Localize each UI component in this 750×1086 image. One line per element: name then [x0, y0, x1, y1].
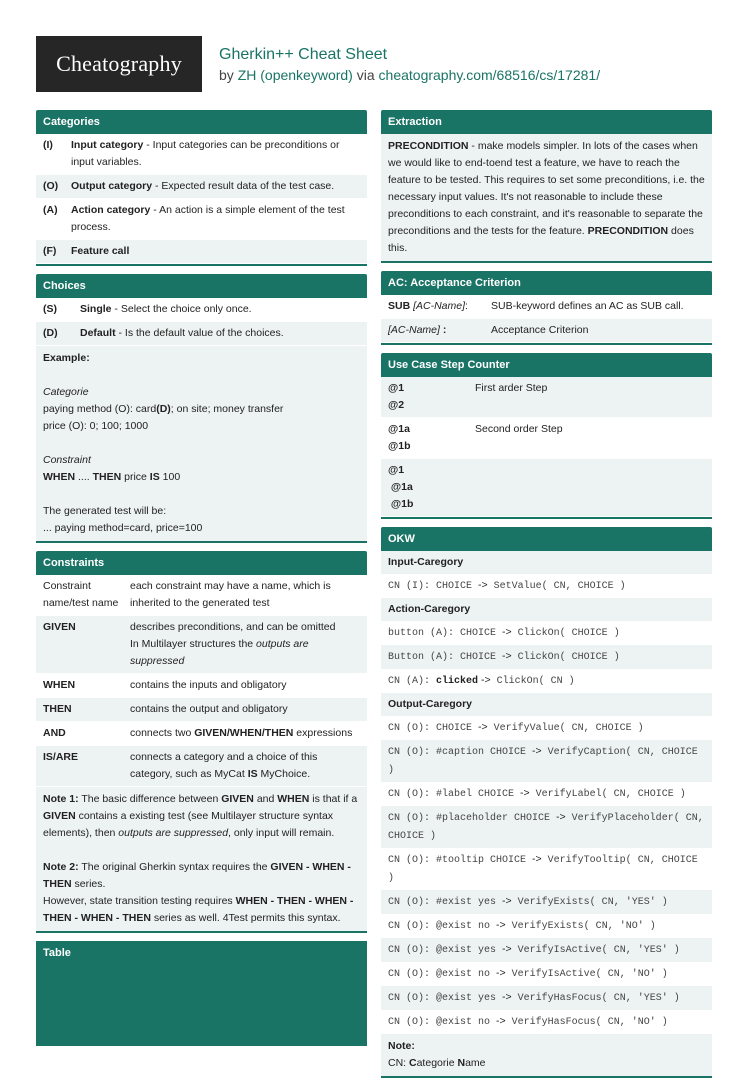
note-label: Note: — [388, 1040, 415, 1052]
section-header: Table — [36, 941, 367, 1046]
notes-block — [36, 787, 367, 931]
table-row — [381, 574, 712, 598]
text: VerifyLabel( CN, CHOICE ) — [529, 789, 686, 800]
text: contains a existing test (see Multilayer structure syntax elements), then — [43, 810, 334, 839]
url-link[interactable]: cheatography.com/68516/cs/17281/ — [378, 67, 601, 83]
output-category-label: Output-Caregory — [381, 693, 712, 716]
ucsc-section — [381, 353, 712, 519]
page-title: Gherkin++ Cheat Sheet — [219, 46, 388, 63]
arrow: -> — [502, 943, 512, 955]
table-row — [381, 938, 712, 962]
row-desc: - Select the choice only once. — [111, 303, 252, 315]
text: VerifyHasFocus( CN, 'YES' ) — [511, 993, 680, 1004]
text: , only input will remain. — [228, 827, 335, 839]
extraction-body — [381, 134, 712, 263]
arrow: -> — [502, 650, 512, 662]
table-row — [36, 199, 367, 240]
arrow: -> — [502, 626, 512, 638]
okw-note — [381, 1034, 712, 1076]
okw-section — [381, 527, 712, 1078]
text-bold: GIVEN/WHEN/THEN — [194, 727, 294, 739]
row-value — [71, 202, 360, 236]
row-value — [130, 619, 360, 670]
row-key: (F) — [43, 245, 57, 257]
text: 100 — [159, 471, 181, 483]
text: CN (O): CHOICE — [388, 723, 479, 734]
row-term: Input category — [71, 139, 144, 151]
text: However, state transition testing requires — [43, 895, 236, 907]
text: ClickOn( CHOICE ) — [511, 652, 620, 663]
text: The original Gherkin syntax requires the — [78, 861, 271, 873]
constraint-label: Constraint — [43, 454, 91, 466]
text: : — [465, 300, 468, 312]
okw-body — [381, 551, 712, 1078]
section-header: Use Case Step Counter — [381, 353, 712, 377]
ac-body — [381, 295, 712, 345]
table-row — [36, 298, 367, 322]
table-row — [381, 716, 712, 740]
constraints-section — [36, 551, 367, 933]
text: describes preconditions, and can be omitted — [130, 621, 336, 633]
row-term: Feature call — [71, 245, 130, 257]
table-row — [381, 986, 712, 1010]
row-value — [130, 749, 360, 783]
right-column — [381, 110, 712, 1086]
text: is that if a — [309, 793, 358, 805]
table-row — [36, 575, 367, 616]
table-row — [381, 295, 712, 319]
text-italic: outputs are suppressed — [118, 827, 229, 839]
text: price — [121, 471, 150, 483]
text: Button (A): CHOICE — [388, 652, 503, 663]
row-value: Acceptance Criterion — [491, 324, 589, 336]
arrow: -> — [478, 721, 488, 733]
text: .... — [75, 471, 93, 483]
text-bold: WHEN - THEN - WHEN - THEN - WHEN - THEN — [43, 895, 354, 924]
arrow: -> — [496, 967, 506, 979]
row-value: contains the output and obligatory — [130, 703, 288, 715]
text: VerifyHasFocus( CN, 'NO' ) — [505, 1017, 668, 1028]
row-value — [130, 725, 360, 742]
text: CN (O): @exist yes — [388, 993, 503, 1004]
table-row — [381, 890, 712, 914]
text: @1a — [388, 481, 413, 493]
categories-body — [36, 134, 367, 266]
table-row — [36, 746, 367, 787]
section-header: Constraints — [36, 551, 367, 575]
section-header: Choices — [36, 274, 367, 298]
text: series. — [71, 878, 106, 890]
example-line: ... paying method=card, price=100 — [43, 522, 203, 534]
row-value: contains the inputs and obligatory — [130, 679, 287, 691]
section-header: OKW — [381, 527, 712, 551]
table-row — [36, 240, 367, 264]
row-desc: - An action is a simple element of the test process. — [71, 204, 345, 233]
text: VerifyTooltip( CN, CHOICE ) — [388, 855, 698, 884]
row-value — [80, 325, 360, 342]
text: series as well. 4Test permits this syntax. — [150, 912, 341, 924]
left-column — [36, 110, 367, 1054]
text-bold: C — [409, 1057, 417, 1069]
constraints-body — [36, 575, 367, 933]
extraction-text — [381, 134, 712, 261]
text: @1b — [388, 440, 411, 452]
arrow: -> — [496, 919, 506, 931]
table-row — [36, 698, 367, 722]
arrow: -> — [532, 745, 542, 757]
text: VerifyIsActive( CN, 'NO' ) — [505, 969, 668, 980]
row-value: Second order Step — [475, 423, 563, 435]
text: In Multilayer structures the — [130, 638, 257, 650]
text-bold: PRECONDITION — [587, 225, 669, 237]
text: @1 — [388, 464, 405, 476]
row-value — [71, 178, 360, 195]
section-header: Categories — [36, 110, 367, 134]
row-key: WHEN — [43, 679, 76, 691]
text: @1 — [388, 382, 405, 394]
row-key: THEN — [43, 703, 72, 715]
row-key: (O) — [43, 180, 59, 192]
text: ategorie — [416, 1057, 458, 1069]
table-row — [381, 645, 712, 669]
text-bold: GIVEN — [43, 810, 76, 822]
example-line: The generated test will be: — [43, 505, 167, 517]
text: VerifyExists( CN, 'YES' ) — [511, 897, 668, 908]
text: connects two — [130, 727, 195, 739]
table-row — [36, 322, 367, 346]
action-rows — [381, 621, 712, 693]
row-value — [71, 243, 360, 260]
table-row — [381, 806, 712, 848]
text: CN (O): @exist no — [388, 1017, 497, 1028]
table-row — [381, 1010, 712, 1034]
text: VerifyPlaceholder( CN, CHOICE ) — [388, 813, 704, 842]
categories-section — [36, 110, 367, 266]
row-key — [388, 298, 491, 315]
text: VerifyCaption( CN, CHOICE ) — [388, 747, 698, 776]
text: paying method (O): card — [43, 403, 157, 415]
text: SetValue( CN, CHOICE ) — [487, 581, 626, 592]
arrow: -> — [502, 895, 512, 907]
row-key: (A) — [43, 204, 58, 216]
row-desc: - Input categories can be preconditions or input variables. — [71, 139, 340, 168]
table-row — [381, 459, 712, 517]
table-row — [36, 722, 367, 746]
table-row — [36, 175, 367, 199]
row-value — [475, 462, 705, 513]
row-key — [388, 462, 475, 513]
table-row — [36, 616, 367, 674]
example-line — [43, 469, 360, 486]
table-section — [36, 941, 367, 1046]
text: VerifyIsActive( CN, 'YES' ) — [511, 945, 680, 956]
row-value — [80, 301, 360, 318]
text: The basic difference between — [78, 793, 222, 805]
row-key: (D) — [43, 327, 58, 339]
text: CN (O): @exist no — [388, 921, 497, 932]
table-row — [381, 914, 712, 938]
example-label: Example: — [43, 352, 90, 364]
choices-section — [36, 274, 367, 543]
row-key: AND — [43, 727, 66, 739]
text-bold: clicked — [436, 676, 479, 687]
text-italic: outputs are suppressed — [130, 638, 309, 667]
row-key — [388, 380, 475, 414]
categorie-label: Categorie — [43, 386, 89, 398]
text: connects a category and a choice of this category, such as MyCat — [130, 751, 318, 780]
text-italic: [AC-Name] — [410, 300, 466, 312]
row-key: (S) — [43, 303, 57, 315]
text-bold: (D) — [156, 403, 171, 415]
text-bold: WHEN — [43, 471, 76, 483]
text: CN (O): #tooltip CHOICE — [388, 855, 533, 866]
arrow: -> — [478, 674, 491, 686]
text-bold: GIVEN - WHEN - THEN — [43, 861, 351, 890]
table-row — [381, 621, 712, 645]
text: MyChoice. — [257, 768, 311, 780]
text: VerifyValue( CN, CHOICE ) — [487, 723, 644, 734]
ac-section — [381, 271, 712, 345]
table-row — [36, 674, 367, 698]
text: - make models simpler. In lots of the cases when we would like to end-toend test a feature, we have to reach the feature to be tested. This requires to set some preconditions, i.e. the necessary input values. It's not reasonable to include these preconditions to each constraint, and it's reasonable to separate the preconditions and the tests for the feature. — [388, 140, 705, 237]
row-key: (I) — [43, 139, 53, 151]
text-bold: GIVEN — [221, 793, 254, 805]
text: CN (I): CHOICE — [388, 581, 479, 592]
text: CN (O): #placeholder CHOICE — [388, 813, 557, 824]
text-bold: N — [457, 1057, 466, 1069]
text: CN: — [388, 1057, 409, 1069]
row-term: Single — [80, 303, 112, 315]
choices-body — [36, 298, 367, 543]
row-term: Output category — [71, 180, 153, 192]
input-category-label: Input-Caregory — [381, 551, 712, 574]
text-bold: IS — [149, 471, 160, 483]
row-term: Action category — [71, 204, 151, 216]
example-line — [43, 401, 360, 418]
table-row — [381, 377, 712, 418]
text: @2 — [388, 399, 405, 411]
text-bold: WHEN — [277, 793, 310, 805]
row-desc: - Is the default value of the choices. — [115, 327, 284, 339]
note-1 — [43, 791, 360, 842]
text-bold: THEN — [92, 471, 122, 483]
text-bold: IS — [247, 768, 258, 780]
row-value — [71, 137, 360, 171]
text: CN (A): — [388, 676, 437, 687]
text-italic: [AC-Name] — [388, 324, 440, 336]
row-value: SUB-keyword defines an AC as SUB call. — [491, 300, 684, 312]
table-row — [381, 319, 712, 343]
section-header: AC: Acceptance Criterion — [381, 271, 712, 295]
text: VerifyExists( CN, 'NO' ) — [505, 921, 656, 932]
text-bold: SUB — [388, 300, 411, 312]
via-label: via — [352, 67, 379, 83]
table-row — [381, 962, 712, 986]
extraction-section — [381, 110, 712, 263]
text: CN (O): #label CHOICE — [388, 789, 521, 800]
text-bold: PRECONDITION — [388, 140, 469, 152]
text: CN (O): @exist no — [388, 969, 497, 980]
note-2 — [43, 859, 360, 927]
action-category-label: Action-Caregory — [381, 598, 712, 621]
text: expressions — [293, 727, 353, 739]
text: does this. — [388, 225, 694, 254]
ucsc-body — [381, 377, 712, 519]
table-row — [381, 669, 712, 693]
row-key — [388, 322, 491, 339]
table-row — [381, 740, 712, 782]
text: CN (O): #exist yes — [388, 897, 503, 908]
table-row — [36, 134, 367, 175]
text: ; on site; money transfer — [170, 403, 284, 415]
byline — [219, 67, 600, 83]
text: CN (O): #caption CHOICE — [388, 747, 533, 758]
cheatography-logo[interactable]: Cheatography — [36, 36, 202, 92]
row-value: each constraint may have a name, which is inherited to the generated test — [130, 580, 331, 609]
arrow: -> — [496, 1015, 506, 1027]
arrow: -> — [532, 853, 542, 865]
text: ClickOn( CHOICE ) — [511, 628, 620, 639]
text-bold: Note 2: — [43, 861, 79, 873]
row-desc: - Expected result data of the test case. — [152, 180, 335, 192]
row-value: First arder Step — [475, 382, 548, 394]
row-key: IS/ARE — [43, 751, 79, 763]
arrow: -> — [478, 579, 488, 591]
table-row — [381, 782, 712, 806]
text: button (A): CHOICE — [388, 628, 503, 639]
author-link[interactable]: ZH (openkeyword) — [237, 67, 353, 83]
by-label: by — [219, 67, 238, 83]
text: ClickOn( CN ) — [490, 676, 575, 687]
input-rows — [381, 574, 712, 598]
text: ame — [465, 1057, 486, 1069]
text: @1a — [388, 423, 410, 435]
text: and — [253, 793, 278, 805]
output-rows — [381, 716, 712, 1034]
arrow: -> — [556, 811, 566, 823]
table-row — [381, 848, 712, 890]
section-header: Extraction — [381, 110, 712, 134]
row-key: GIVEN — [43, 621, 76, 633]
text-bold: : — [439, 324, 447, 336]
example-block — [36, 346, 367, 541]
arrow: -> — [502, 991, 512, 1003]
text: @1b — [388, 498, 414, 510]
arrow: -> — [520, 787, 530, 799]
example-line: price (O): 0; 100; 1000 — [43, 420, 149, 432]
table-row — [381, 418, 712, 459]
row-key: Constraint name/test name — [43, 580, 119, 609]
row-key — [388, 421, 475, 455]
note-text — [388, 1055, 705, 1072]
text: CN (O): @exist yes — [388, 945, 503, 956]
text-bold: Note 1: — [43, 793, 79, 805]
row-term: Default — [80, 327, 116, 339]
